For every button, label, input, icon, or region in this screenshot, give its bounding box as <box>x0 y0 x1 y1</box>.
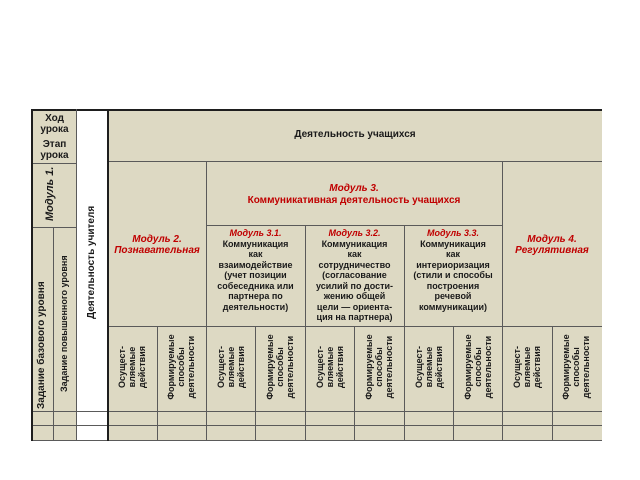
label-line: вляемые <box>325 346 335 388</box>
label-line: Осущест- <box>315 346 325 388</box>
actions-column-label <box>414 330 444 404</box>
student-activity-header: Деятельность учащихся <box>294 129 416 140</box>
label-line: способы <box>374 347 384 387</box>
module-1-label: Модуль 1. <box>44 166 56 221</box>
label-line: Осущест- <box>512 346 522 388</box>
table-top-border <box>31 109 602 111</box>
table-bottom-border <box>31 440 602 441</box>
label-line: деятельности <box>581 335 591 399</box>
label-line: вляемые <box>226 346 236 388</box>
row-line <box>31 163 76 164</box>
submodule-title: Модуль 3.2. <box>328 228 381 238</box>
row-line <box>206 225 502 226</box>
lesson-stage-label: Этап урока <box>40 139 69 161</box>
module-2-title: Модуль 2. <box>132 234 182 245</box>
module-4-title: Модуль 4. <box>527 234 577 245</box>
submodule-line: ция на партнера) <box>316 312 393 322</box>
methods-column-label <box>463 330 493 404</box>
label-line: деятельности <box>384 335 394 399</box>
methods-column-label <box>364 330 394 404</box>
label-line: Осущест- <box>414 346 424 388</box>
label-line: Формируемые <box>364 334 374 400</box>
row-line <box>31 425 602 426</box>
submodule-line: Коммуникация <box>420 238 486 249</box>
col-line <box>157 326 158 441</box>
teacher-activity-label: Деятельность учителя <box>86 205 97 319</box>
methods-column-label <box>166 330 196 404</box>
submodule-line: взаимодействие <box>218 259 293 270</box>
col-line <box>453 326 454 441</box>
submodule-line: сотрудничество <box>318 259 391 270</box>
module-4-subtitle: Регулятивная <box>515 245 589 256</box>
lesson-course-label: Ход урока <box>40 113 69 135</box>
actions-column-label <box>315 330 345 404</box>
col-line <box>53 227 54 441</box>
row-line <box>77 411 107 412</box>
module-2-subtitle: Познавательная <box>114 245 200 256</box>
submodule-line: цели — ориента- <box>316 301 393 312</box>
col-line <box>107 109 109 441</box>
submodule-line: собеседника или <box>217 280 294 291</box>
col-line <box>255 326 256 441</box>
submodule-line: Коммуникация <box>222 238 289 249</box>
submodule-line: как <box>445 249 460 259</box>
submodule-line: интериоризация <box>416 259 490 270</box>
label-line: деятельности <box>483 335 493 399</box>
label-line: Осущест- <box>117 346 127 388</box>
label-line: Формируемые <box>463 334 473 400</box>
actions-column-label <box>117 330 147 404</box>
label-line: способы <box>571 347 581 387</box>
label-line: вляемые <box>127 346 137 388</box>
label-line: Формируемые <box>561 334 571 400</box>
label-line: действия <box>137 346 147 388</box>
submodule-line: (стили и способы <box>413 270 493 280</box>
submodule-line: деятельности) <box>222 301 289 312</box>
submodule-line: Коммуникация <box>321 238 388 249</box>
col-line <box>354 326 355 441</box>
module-3-title: Модуль 3. <box>329 183 379 194</box>
label-line: действия <box>532 346 542 388</box>
submodule-line: жению общей <box>323 291 386 301</box>
label-line: способы <box>275 347 285 387</box>
submodule-3-1 <box>206 228 305 312</box>
col-line <box>552 326 553 441</box>
methods-column-label <box>561 330 591 404</box>
submodule-3-2 <box>305 228 404 323</box>
submodule-line: как <box>347 249 362 259</box>
label-line: вляемые <box>522 346 532 388</box>
submodule-line: коммуникации) <box>418 301 488 312</box>
row-line <box>108 161 602 162</box>
submodule-title: Модуль 3.3. <box>426 228 480 238</box>
methods-column-label <box>265 330 295 404</box>
submodule-line: речевой <box>434 291 472 301</box>
module-3-subtitle: Коммуникативная деятельность учащихся <box>247 195 461 206</box>
label-line: действия <box>335 346 345 388</box>
col-line <box>502 161 503 441</box>
label-line: Формируемые <box>265 334 275 400</box>
label-line: действия <box>236 346 246 388</box>
label-line: способы <box>473 347 483 387</box>
row-line <box>77 425 107 426</box>
submodule-line: построения <box>426 280 480 291</box>
submodule-line: как <box>248 249 263 259</box>
label-line: деятельности <box>186 335 196 399</box>
submodule-line: (учет позиции <box>224 270 287 280</box>
advanced-task-label: Задание повышенного уровня <box>59 255 69 392</box>
submodule-line: (согласование <box>322 270 387 280</box>
label-line: деятельности <box>285 335 295 399</box>
row-line <box>31 411 602 412</box>
submodule-title: Модуль 3.1. <box>229 228 282 238</box>
label-line: Осущест- <box>216 346 226 388</box>
row-line <box>108 326 602 327</box>
submodule-line: партнера по <box>228 291 283 301</box>
label-line: способы <box>176 347 186 387</box>
submodule-line: усилий по дости- <box>315 280 394 291</box>
submodule-3-3 <box>404 228 502 312</box>
label-line: вляемые <box>424 346 434 388</box>
basic-task-label: Задание базового уровня <box>36 281 47 409</box>
actions-column-label <box>512 330 542 404</box>
label-line: Формируемые <box>166 334 176 400</box>
actions-column-label <box>216 330 246 404</box>
label-line: действия <box>434 346 444 388</box>
